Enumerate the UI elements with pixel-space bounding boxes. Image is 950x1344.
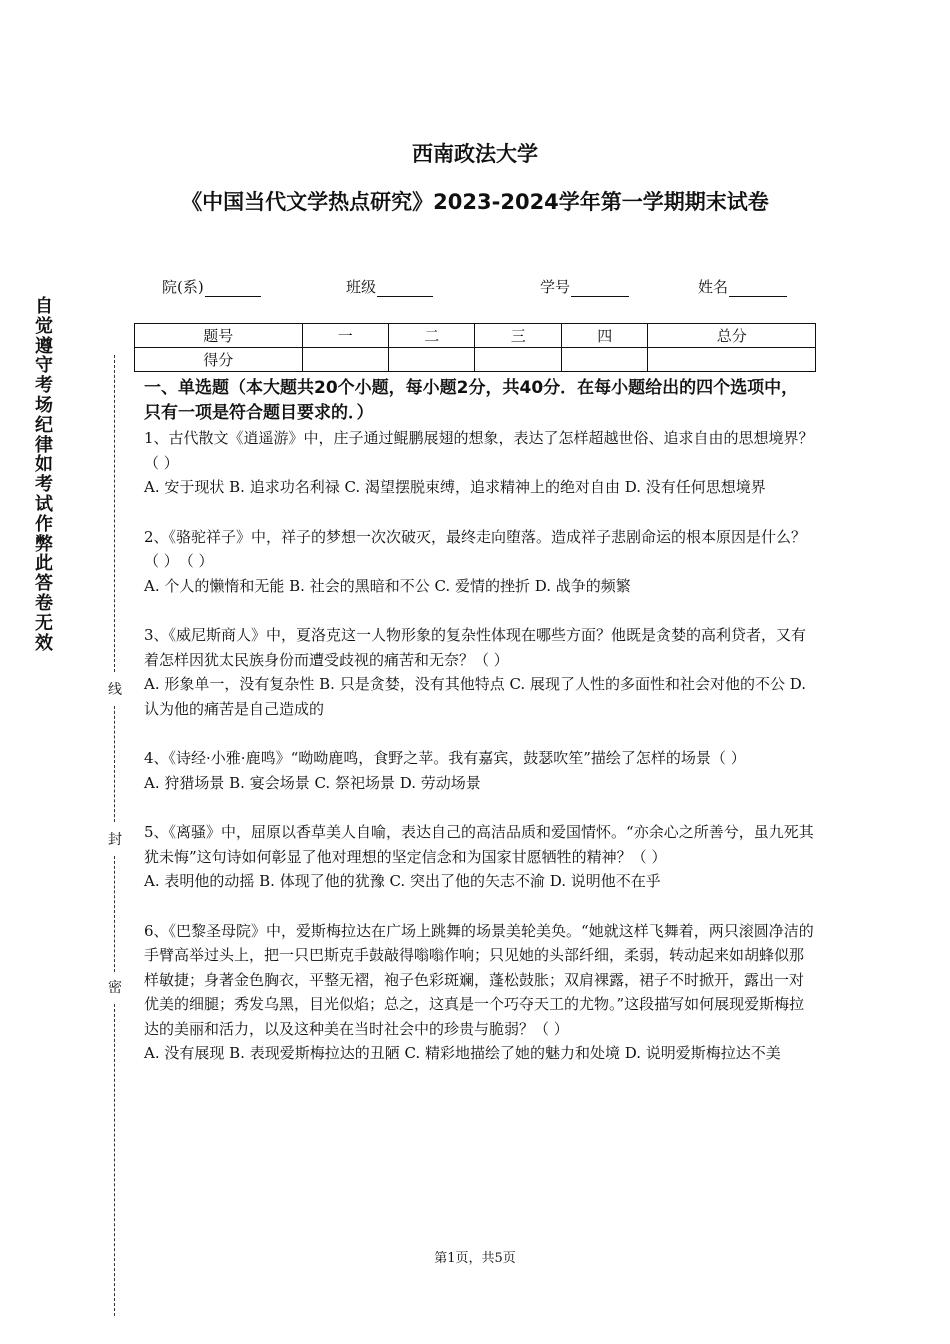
score-table-score-row <box>135 348 816 372</box>
question-section <box>144 376 814 1066</box>
page-number: 第1页，共5页 <box>434 1251 516 1266</box>
question-options: A. 安于现状 B. 追求功名利禄 C. 渴望摆脱束缚，追求精神上的绝对自由 D. 没有任何思想境界 <box>144 478 766 496</box>
question-stem: 4、《诗经·小雅·鹿鸣》“呦呦鹿鸣，食野之苹。我有嘉宾，鼓瑟吹笙”描绘了怎样的场景（ ） <box>144 749 746 767</box>
score-table <box>134 323 816 372</box>
class-label: 班级 <box>346 278 377 296</box>
name-blank[interactable] <box>729 282 787 297</box>
class-field[interactable] <box>346 276 433 297</box>
department-blank[interactable] <box>205 282 261 297</box>
name-field[interactable] <box>698 276 787 297</box>
seal-line-segment <box>114 706 115 822</box>
score-header-cell: 总分 <box>648 324 816 348</box>
seal-line-segment <box>114 355 115 672</box>
question-stem: 2、《骆驼祥子》中，祥子的梦想一次次破灭，最终走向堕落。造成祥子悲剧命运的根本原因是什么？（ ） （ ） <box>144 527 807 570</box>
seal-line-segment <box>114 856 115 972</box>
score-header-cell: 四 <box>561 324 647 348</box>
score-header-cell: 二 <box>388 324 474 348</box>
question-options: A. 没有展现 B. 表现爱斯梅拉达的丑陋 C. 精彩地描绘了她的魅力和处境 D. 说明爱斯梅拉达不美 <box>144 1044 781 1062</box>
seal-line-segment <box>114 1004 115 1316</box>
score-header-cell: 一 <box>302 324 388 348</box>
student-info-row <box>0 276 950 298</box>
student-id-blank[interactable] <box>571 282 629 297</box>
question-stem: 3、《威尼斯商人》中，夏洛克这一人物形象的复杂性体现在哪些方面？他既是贪婪的高利贷者，又有着怎样因犹太民族身份而遭受歧视的痛苦和无奈？（ ） <box>144 626 807 669</box>
section-heading: 一、单选题（本大题共20个小题，每小题2分，共40分．在每小题给出的四个选项中，只有一项是符合题目要求的．） <box>144 378 799 423</box>
question-options: A. 个人的懒惰和无能 B. 社会的黑暗和不公 C. 爱情的挫折 D. 战争的频繁 <box>144 576 631 595</box>
name-label: 姓名 <box>698 278 729 296</box>
question-item <box>144 919 814 1066</box>
school-name: 西南政法大学 <box>412 142 538 166</box>
question-stem: 5、《离骚》中，屈原以香草美人自喻，表达自己的高洁品质和爱国情怀。“亦余心之所善兮，虽九死其犹未悔”这句诗如何彰显了他对理想的坚定信念和为国家甘愿牺牲的精神？（ ） <box>144 823 814 866</box>
score-header-cell: 题号 <box>135 324 303 348</box>
exam-discipline-notice: 自觉遵守考场纪律如考试作弊此答卷无效 <box>35 296 53 654</box>
score-cell[interactable] <box>475 348 561 372</box>
seal-mark-secret: 密 <box>108 980 122 996</box>
question-options: A. 表明他的动摇 B. 体现了他的犹豫 C. 突出了他的矢志不渝 D. 说明他不在乎 <box>144 872 661 890</box>
department-label: 院(系) <box>162 278 204 296</box>
score-cell[interactable] <box>302 348 388 372</box>
question-options: A. 形象单一，没有复杂性 B. 只是贪婪，没有其他特点 C. 展现了人性的多面性和社会对他的不公 D. 认为他的痛苦是自己造成的 <box>144 675 806 718</box>
question-item <box>144 623 814 721</box>
question-options: A. 狩猎场景 B. 宴会场景 C. 祭祀场景 D. 劳动场景 <box>144 773 481 792</box>
question-item <box>144 746 814 795</box>
score-table-header-row <box>135 324 816 348</box>
question-stem: 1、古代散文《逍遥游》中，庄子通过鲲鹏展翅的想象，表达了怎样超越世俗、追求自由的思想境界？（ ） <box>144 429 814 472</box>
seal-mark-seal: 封 <box>108 832 122 848</box>
department-field[interactable] <box>162 276 261 297</box>
score-cell[interactable] <box>561 348 647 372</box>
seal-mark-line: 线 <box>108 682 122 698</box>
question-item <box>144 426 814 500</box>
class-blank[interactable] <box>377 282 433 297</box>
question-item <box>144 525 814 599</box>
question-item <box>144 820 814 894</box>
score-cell[interactable] <box>648 348 816 372</box>
exam-title: 《中国当代文学热点研究》2023-2024学年第一学期期末试卷 <box>181 190 769 214</box>
score-header-cell: 三 <box>475 324 561 348</box>
score-cell[interactable] <box>388 348 474 372</box>
student-id-label: 学号 <box>540 278 571 296</box>
question-stem: 6、《巴黎圣母院》中，爱斯梅拉达在广场上跳舞的场景美轮美奂。“她就这样飞舞着，两只滚圆净洁的手臂高举过头上，把一只巴斯克手鼓敲得嗡嗡作响；只见她的头部纤细，柔弱，转动起来如胡蜂似那样敏捷；身著金色胸衣，平整无褶，袍子色彩斑斓，蓬松鼓胀；双肩裸露，裙子不时掀开，露出一对优美的细腿；秀发乌黑，目光似焰；总之，这真是一个巧夺天工的尤物。”这段描写如何展现爱斯梅拉达的美丽和活力，以及这种美在当时社会中的珍贵与脆弱？（ ） <box>144 921 814 1038</box>
student-id-field[interactable] <box>540 276 629 297</box>
score-row-label: 得分 <box>135 348 303 372</box>
